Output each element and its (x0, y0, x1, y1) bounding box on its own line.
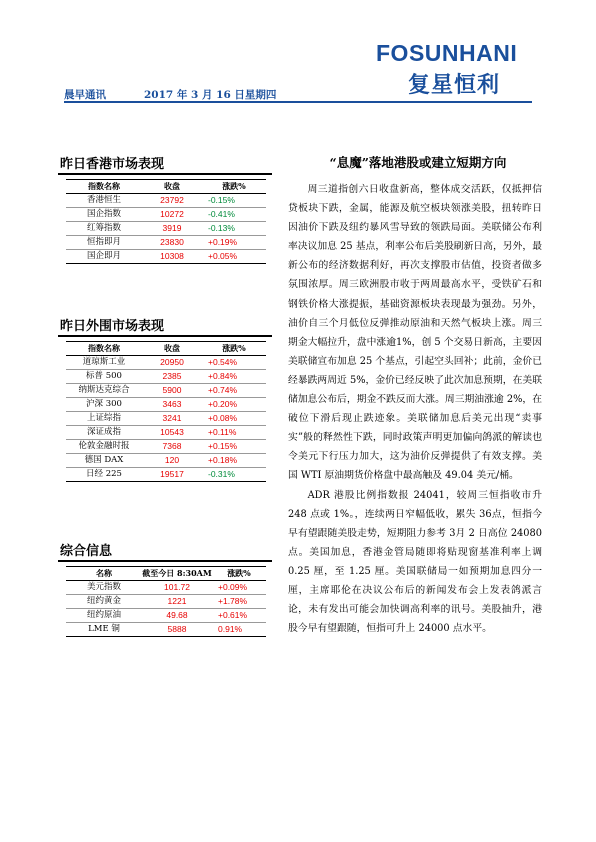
index-name: 纽约原油 (66, 609, 142, 623)
global-market-table (66, 341, 266, 482)
index-change: +0.05% (202, 250, 266, 264)
index-close: 10543 (142, 426, 202, 440)
misc-info-table (66, 566, 266, 637)
index-close: 1221 (142, 595, 212, 609)
index-name: 纳斯达克综合 (66, 384, 142, 398)
table-row (66, 384, 266, 398)
col-header-change: 涨跌% (212, 567, 266, 581)
table-row (66, 194, 266, 208)
col-header-close: 收盘 (142, 180, 202, 194)
index-close: 23830 (142, 236, 202, 250)
hk-market-rule (58, 173, 272, 175)
col-header-name: 名称 (66, 567, 142, 581)
table-row (66, 595, 266, 609)
col-header-change: 涨跌% (202, 180, 266, 194)
index-close: 49.68 (142, 609, 212, 623)
table-row (66, 398, 266, 412)
index-name: LME 铜 (66, 623, 142, 637)
table-row (66, 222, 266, 236)
table-row (66, 250, 266, 264)
index-change: +0.15% (202, 440, 266, 454)
index-change: +0.74% (202, 384, 266, 398)
index-name: 国企即月 (66, 250, 142, 264)
index-close: 20950 (142, 356, 202, 370)
index-change: +0.20% (202, 398, 266, 412)
index-name: 伦敦金融时报 (66, 440, 142, 454)
doc-type: 晨早通讯 (64, 89, 106, 101)
index-change: -0.13% (202, 222, 266, 236)
index-change: 0.91% (212, 623, 266, 637)
index-change: +1.78% (212, 595, 266, 609)
index-close: 5888 (142, 623, 212, 637)
index-change: -0.15% (202, 194, 266, 208)
index-close: 23792 (142, 194, 202, 208)
index-close: 5900 (142, 384, 202, 398)
index-change: +0.54% (202, 356, 266, 370)
logo-chinese: 复星恒利 (408, 73, 501, 98)
col-header-close: 截至今日 8:30AM (142, 567, 212, 581)
report-date: 2017 年 3 月 16 日星期四 (144, 89, 277, 101)
table-row (66, 581, 266, 595)
index-change: +0.08% (202, 412, 266, 426)
index-close: 10272 (142, 208, 202, 222)
table-row (66, 208, 266, 222)
table-row (66, 236, 266, 250)
index-name: 纽约黄金 (66, 595, 142, 609)
table-header-row (66, 180, 266, 194)
index-close: 101.72 (142, 581, 212, 595)
index-name: 美元指数 (66, 581, 142, 595)
table-row (66, 370, 266, 384)
index-change: -0.31% (202, 468, 266, 482)
index-change: +0.11% (202, 426, 266, 440)
index-change: +0.19% (202, 236, 266, 250)
table-row (66, 468, 266, 482)
index-change: +0.09% (212, 581, 266, 595)
table-header-row (66, 567, 266, 581)
logo-fosun: FOSUN (376, 40, 459, 66)
global-market-rule (58, 335, 272, 337)
index-name: 日经 225 (66, 468, 142, 482)
table-header-row (66, 342, 266, 356)
index-name: 国企指数 (66, 208, 142, 222)
table-row (66, 412, 266, 426)
col-header-name: 指数名称 (66, 180, 142, 194)
misc-info-rule (58, 560, 272, 562)
index-name: 上证综指 (66, 412, 142, 426)
fosun-hani-logo (376, 40, 546, 98)
index-name: 红筹指数 (66, 222, 142, 236)
index-close: 3919 (142, 222, 202, 236)
global-market-title: 昨日外围市场表现 (60, 319, 165, 334)
index-name: 深证成指 (66, 426, 142, 440)
index-close: 3241 (142, 412, 202, 426)
logo-wordmark (376, 40, 517, 67)
hk-market-title: 昨日香港市场表现 (60, 157, 165, 172)
article-paragraph: 周三道指创六日收盘新高，整体成交活跃，仅抵押信贷板块下跌，金属，能源及航空板块领涨美股，扭转昨日因油价下跌及纽约暴风雪导致的领跌局面。美联储公布利率决议加息 25 基点，利率公布后美股刷新日高，另外，最新公布的经济数据利好，再次支撑股市估值，投资者做多氛围浓厚。周三欧洲股市收于两周最高水平，受铁矿石和钢铁价格大涨提振，基础资源板块表现最为强劲。另外，油价自三个月低位反弹推动原油和天然气板块上涨。周三期金大幅拉升，盘中涨逾1%，创 5 个交易日新高，主要因美联储宣布加息 25 个基点，引起空头回补；此前，金价已经暴跌两周近 5%，金价已经反映了此次加息预期，在美联储加息公布后，期金不跌反而大涨。周三期油涨逾 2%，在破位下滑后现止跌迹象。美联储加息后美元出现“卖事实”般的释然性下跌，同时政策声明更加偏向鸽派的解读也令美元下行压力加大，这为油价反弹提供了有效支撑。美国 WTI 原油期货价格盘中最高触及 49.04 美元/桶。 (288, 184, 542, 482)
index-change: -0.41% (202, 208, 266, 222)
index-close: 7368 (142, 440, 202, 454)
logo-hani: HANI (459, 40, 518, 66)
table-row (66, 454, 266, 468)
index-name: 沪深 300 (66, 398, 142, 412)
col-header-change: 涨跌% (202, 342, 266, 356)
index-close: 3463 (142, 398, 202, 412)
article-paragraph: ADR 港股比例指数报 24041，较周三恒指收市升 248 点或 1%。，连续两日窄幅低收，累失 36点，恒指今早有望跟随美股走势，短期阻力参考 3月 2 日高位 24080 点。美国加息，香港金管局随即将贴现窗基准利率上调 0.25 厘，至 1.25 厘。美国联储局一如预期加息四分一厘，主席耶伦在决议公布后的新闻发布会上发表鸽派言论，未有发出可能会加快调高利率的讯号。美股抽升，港股今早有望跟随，恒指可升上 24000 点水平。 (288, 489, 542, 635)
table-row (66, 440, 266, 454)
index-close: 10308 (142, 250, 202, 264)
article-body (288, 180, 542, 638)
header-divider (64, 101, 532, 103)
table-row (66, 623, 266, 637)
index-change: +0.18% (202, 454, 266, 468)
index-name: 德国 DAX (66, 454, 142, 468)
table-row (66, 609, 266, 623)
index-name: 香港恒生 (66, 194, 142, 208)
index-change: +0.84% (202, 370, 266, 384)
article-title: “息魔”落地港股或建立短期方向 (329, 155, 507, 170)
index-close: 19517 (142, 468, 202, 482)
index-name: 恒指即月 (66, 236, 142, 250)
col-header-close: 收盘 (142, 342, 202, 356)
index-name: 标普 500 (66, 370, 142, 384)
table-row (66, 356, 266, 370)
hk-market-table (66, 179, 266, 264)
index-change: +0.61% (212, 609, 266, 623)
table-row (66, 426, 266, 440)
misc-info-title: 综合信息 (60, 544, 113, 559)
index-close: 120 (142, 454, 202, 468)
index-close: 2385 (142, 370, 202, 384)
col-header-name: 指数名称 (66, 342, 142, 356)
index-name: 道琼斯工业 (66, 356, 142, 370)
